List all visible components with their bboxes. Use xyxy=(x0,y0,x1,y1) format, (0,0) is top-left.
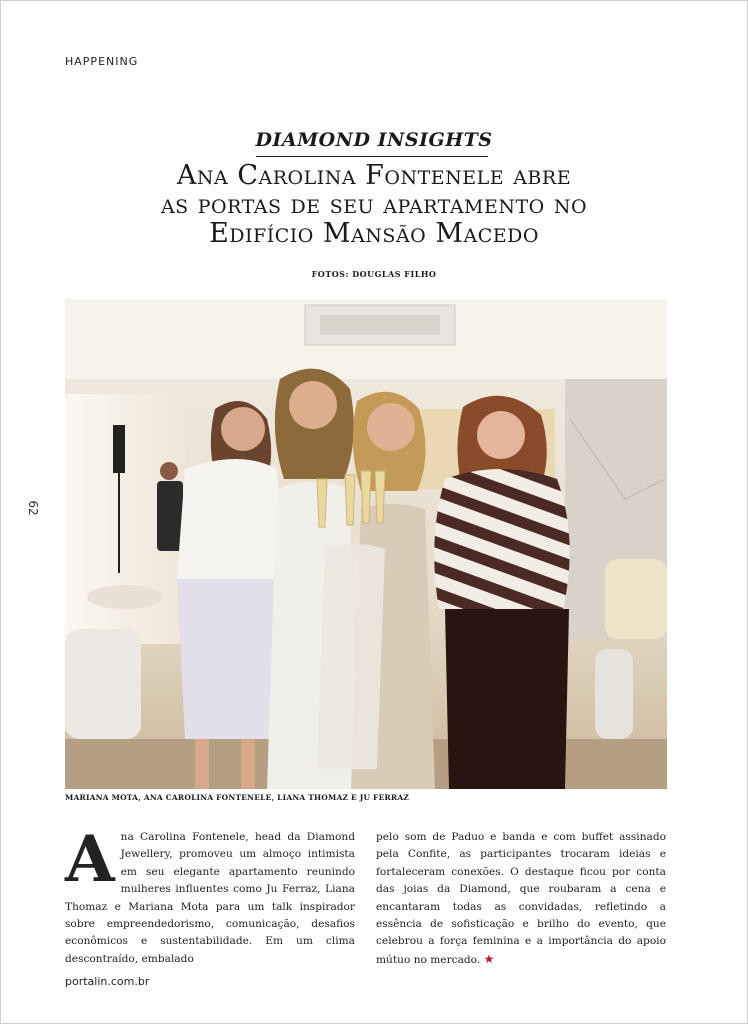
article-paragraph-left xyxy=(65,822,355,968)
body-text-right: pelo som de Paduo e banda e com buffet assinado pela Confite, as participantes trocaram ideias e fortaleceram conexões. O destaque ficou por conta das joias da Diamond, que roubaram a cena e encantaram todas as convidadas, refletindo a essência de sofisticação e brilho do evento, que celebrou a força feminina e a importância do apoio mútuo no mercado. xyxy=(376,831,666,966)
kicker-divider xyxy=(256,156,488,157)
article-body-right-column xyxy=(376,829,666,969)
end-star-icon: ★ xyxy=(483,951,495,966)
article-paragraph-right xyxy=(376,829,666,969)
headline-line: as portas de seu apartamento no xyxy=(160,189,588,220)
photo-credit: FOTOS: DOUGLAS FILHO xyxy=(311,269,437,279)
section-label: HAPPENING xyxy=(65,55,139,68)
headline-line: Edifício Mansão Macedo xyxy=(209,218,539,249)
headline-line: Ana Carolina Fontenele abre xyxy=(176,160,572,191)
photo-caption: MARIANA MOTA, ANA CAROLINA FONTENELE, LIANA THOMAZ E JU FERRAZ xyxy=(65,793,410,802)
article-headline xyxy=(61,161,687,248)
footer-url[interactable]: portalin.com.br xyxy=(65,975,150,988)
page-number: 62 xyxy=(26,500,40,516)
article-kicker: DIAMOND INSIGHTS xyxy=(255,129,493,151)
event-photo xyxy=(65,299,667,789)
body-text-left: na Carolina Fontenele, head da Diamond Jewellery, promoveu um almoço intimista em seu elegante apartamento reunindo mulheres influentes como Ju Ferraz, Liana Thomaz e Mariana Mota para um talk inspirador sobre empreendedorismo, comunicação, desafios econômicos e sustentabilidade. Em um clima descontraído, embalado xyxy=(65,831,355,965)
dropcap: A xyxy=(65,822,115,897)
event-photo-illustration xyxy=(65,299,667,789)
article-body-left-column xyxy=(65,822,355,968)
